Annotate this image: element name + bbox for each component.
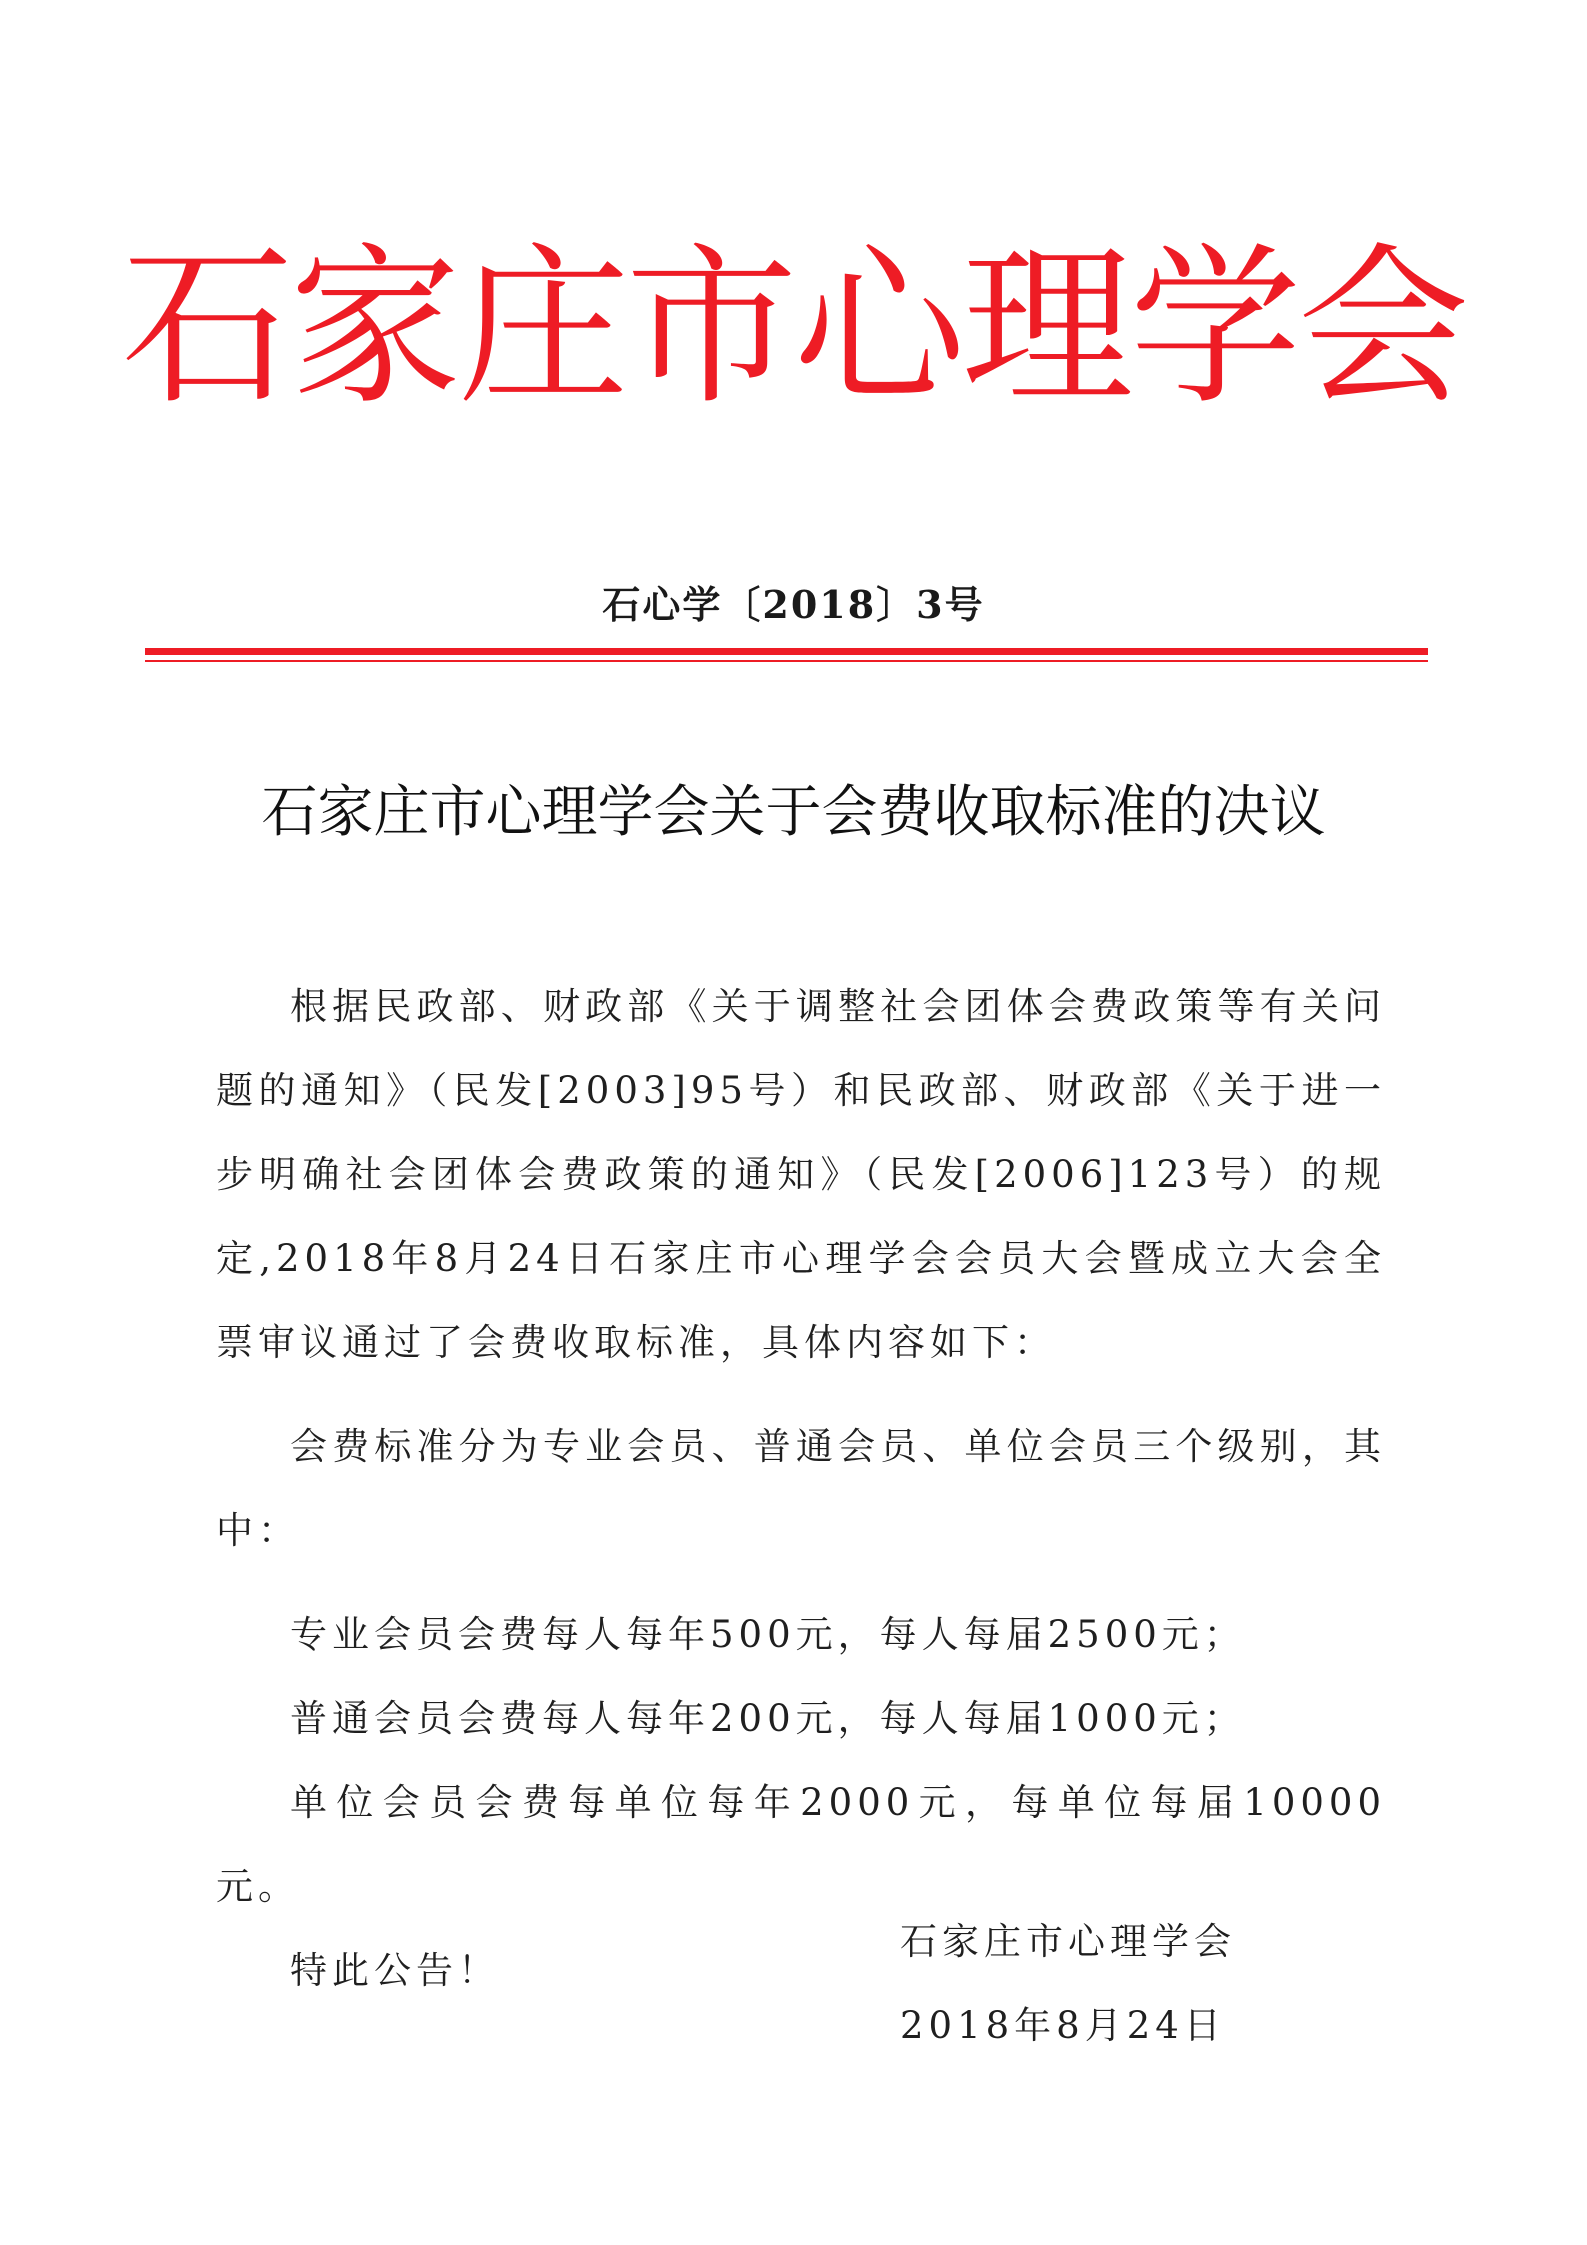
document-number: 石心学〔2018〕3号 xyxy=(602,582,985,627)
letterhead-org-name: 石家庄市心理学会 xyxy=(121,227,1466,428)
document-body xyxy=(216,965,1386,2013)
body-closing-notice: 特此公告！ xyxy=(290,1949,500,1992)
signature-organization: 石家庄市心理学会 xyxy=(900,1920,1236,1963)
body-paragraph-basis: 根据民政部、财政部《关于调整社会团体会费政策等有关问题的通知》（民发[2003]95号）和民政部、财政部《关于进一步明确社会团体会费政策的通知》（民发[2006]123号）的规定,2018年8月24日石家庄市心理学会会员大会暨成立大会全票审议通过了会费收取标准，具体内容如下： xyxy=(216,985,1386,1364)
signature-date: 2018年8月24日 xyxy=(900,2004,1226,2047)
document-title: 石家庄市心理学会关于会费收取标准的决议 xyxy=(261,780,1326,845)
red-divider-thick xyxy=(145,648,1428,655)
red-divider-thin xyxy=(145,660,1428,662)
fee-regular-member: 普通会员会费每人每年200元，每人每届1000元； xyxy=(290,1697,1246,1740)
body-paragraph-levels: 会费标准分为专业会员、普通会员、单位会员三个级别，其中： xyxy=(216,1425,1386,1552)
fee-professional-member: 专业会员会费每人每年500元，每人每届2500元； xyxy=(290,1613,1246,1656)
fee-unit-member: 单位会员会费每单位每年2000元，每单位每届10000元。 xyxy=(216,1781,1386,1908)
signature-block xyxy=(900,1900,1236,2068)
